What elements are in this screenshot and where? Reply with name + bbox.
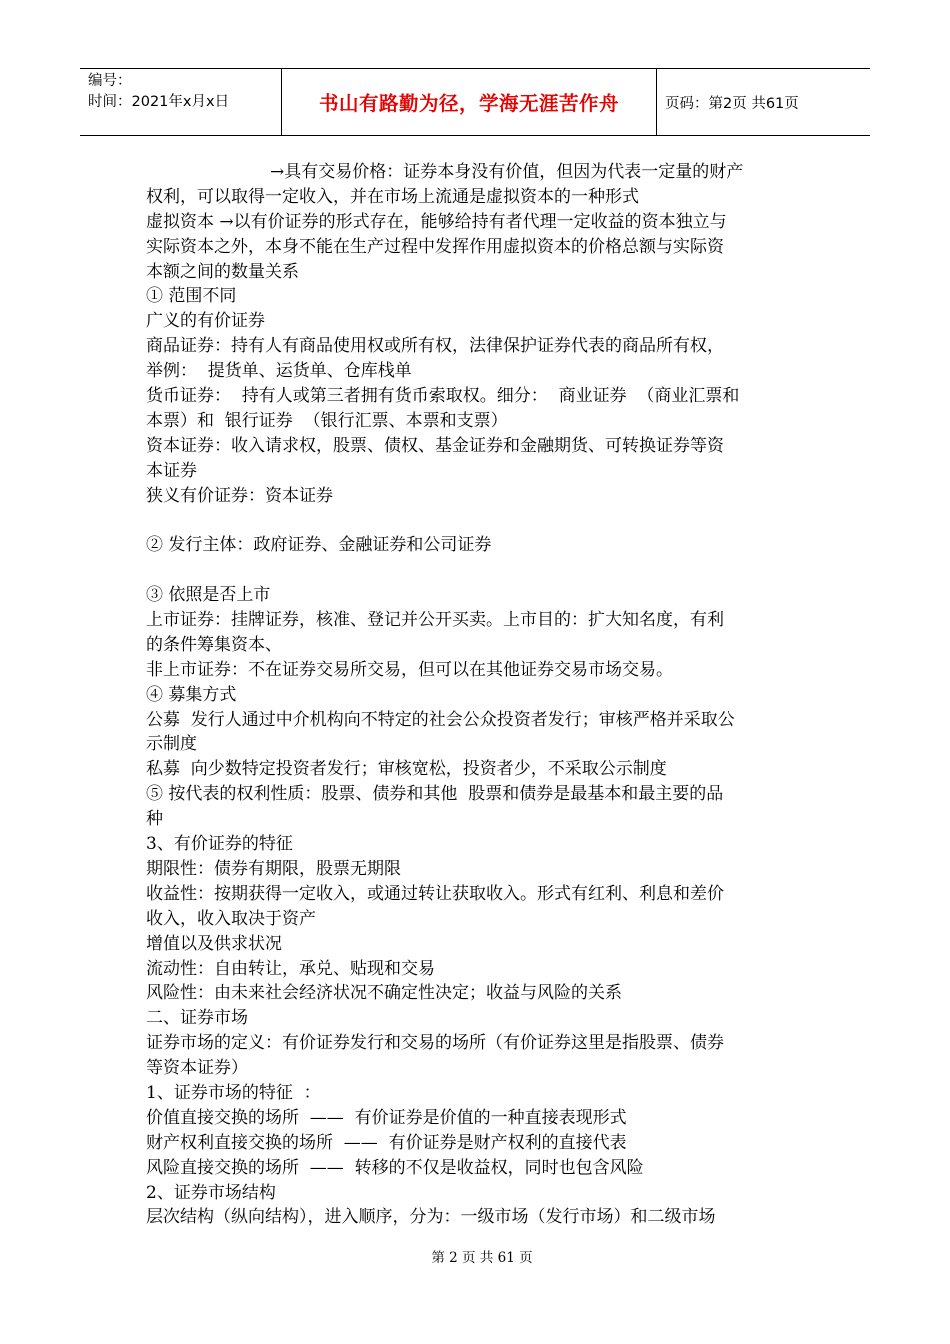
blank-line bbox=[146, 508, 816, 533]
text-line: 本票）和 银行证券 （银行汇票、本票和支票） bbox=[146, 410, 508, 431]
text-line: 权利，可以取得一定收入，并在市场上流通是虚拟资本的一种形式 bbox=[146, 186, 639, 207]
text-line: 资本证券：收入请求权，股票、债权、基金证券和金融期货、可转换证券等资 bbox=[146, 435, 724, 456]
text-line: ④ 募集方式 bbox=[146, 684, 237, 705]
text-line: 2、证券市场结构 bbox=[146, 1182, 276, 1203]
text-line: 公募 发行人通过中介机构向不特定的社会公众投资者发行；审核严格并采取公 bbox=[146, 709, 735, 730]
header-motto: 书山有路勤为径，学海无涯苦作舟 bbox=[282, 69, 657, 135]
text-line: 等资本证券） bbox=[146, 1058, 248, 1079]
text-line: 期限性：债券有期限，股票无期限 bbox=[146, 858, 401, 879]
text-line: 的条件筹集资本、 bbox=[146, 634, 282, 655]
header-page-info: 页码：第2页 共61页 bbox=[665, 95, 799, 112]
page-footer: 第 2 页 共 61 页 bbox=[431, 1250, 533, 1266]
header-meta bbox=[80, 69, 282, 135]
text-line: 价值直接交换的场所 —— 有价证券是价值的一种直接表现形式 bbox=[146, 1107, 627, 1128]
text-line: 种 bbox=[146, 809, 163, 830]
text-line: ① 范围不同 bbox=[146, 286, 237, 307]
text-line: 层次结构（纵向结构），进入顺序，分为：一级市场（发行市场）和二级市场 bbox=[146, 1207, 716, 1228]
text-line: 流动性：自由转让，承兑、贴现和交易 bbox=[146, 958, 435, 979]
text-line: 实际资本之外，本身不能在生产过程中发挥作用虚拟资本的价格总额与实际资 bbox=[146, 236, 724, 257]
text-line: 证券市场的定义：有价证券发行和交易的场所（有价证券这里是指股票、债券 bbox=[146, 1033, 724, 1054]
text-line: 3、有价证券的特征 bbox=[146, 834, 293, 855]
text-line: ③ 依照是否上市 bbox=[146, 585, 271, 606]
text-line: 二、证券市场 bbox=[146, 1008, 248, 1029]
text-line: 私募 向少数特定投资者发行；审核宽松，投资者少，不采取公示制度 bbox=[146, 759, 667, 780]
text-line: 示制度 bbox=[146, 734, 197, 755]
document-time-label: 时间：2021年x月x日 bbox=[88, 94, 230, 110]
page-header bbox=[80, 68, 870, 136]
text-line: 非上市证券：不在证券交易所交易，但可以在其他证券交易市场交易。 bbox=[146, 659, 673, 680]
text-line: 收益性：按期获得一定收入，或通过转让获取收入。形式有红利、利息和差价 bbox=[146, 883, 724, 904]
text-line: 风险直接交换的场所 —— 转移的不仅是收益权，同时也包含风险 bbox=[146, 1157, 644, 1178]
text-line: 1、证券市场的特征 ： bbox=[146, 1082, 321, 1103]
text-line: 狭义有价证券：资本证券 bbox=[146, 485, 333, 506]
document-number-label: 编号： bbox=[88, 73, 132, 89]
text-line: 财产权利直接交换的场所 —— 有价证券是财产权利的直接代表 bbox=[146, 1132, 627, 1153]
text-line: 风险性：由未来社会经济状况不确定性决定；收益与风险的关系 bbox=[146, 983, 622, 1004]
text-line: 本证券 bbox=[146, 460, 197, 481]
document-body bbox=[146, 160, 816, 1230]
text-line: 本额之间的数量关系 bbox=[146, 261, 299, 282]
blank-line bbox=[146, 558, 816, 583]
text-line: →具有交易价格：证券本身没有价值，但因为代表一定量的财产 bbox=[270, 162, 744, 182]
text-line: 上市证券：挂牌证券，核准、登记并公开买卖。上市目的：扩大知名度，有利 bbox=[146, 610, 724, 631]
text-line: ② 发行主体：政府证券、金融证券和公司证券 bbox=[146, 535, 492, 556]
text-line: 货币证券： 持有人或第三者拥有货币索取权。细分： 商业证券 （商业汇票和 bbox=[146, 386, 740, 407]
text-line: 收入，收入取决于资产 bbox=[146, 908, 316, 929]
text-line: 虚拟资本 →以有价证券的形式存在，能够给持有者代理一定收益的资本独立与 bbox=[146, 211, 727, 232]
text-line: 广义的有价证券 bbox=[146, 311, 265, 332]
text-line: 商品证券：持有人有商品使用权或所有权，法律保护证券代表的商品所有权， bbox=[146, 336, 724, 357]
text-line: ⑤ 按代表的权利性质：股票、债券和其他 股票和债券是最基本和最主要的品 bbox=[146, 784, 724, 805]
text-line: 举例： 提货单、运货单、仓库栈单 bbox=[146, 361, 412, 382]
text-line: 增值以及供求状况 bbox=[146, 933, 282, 954]
